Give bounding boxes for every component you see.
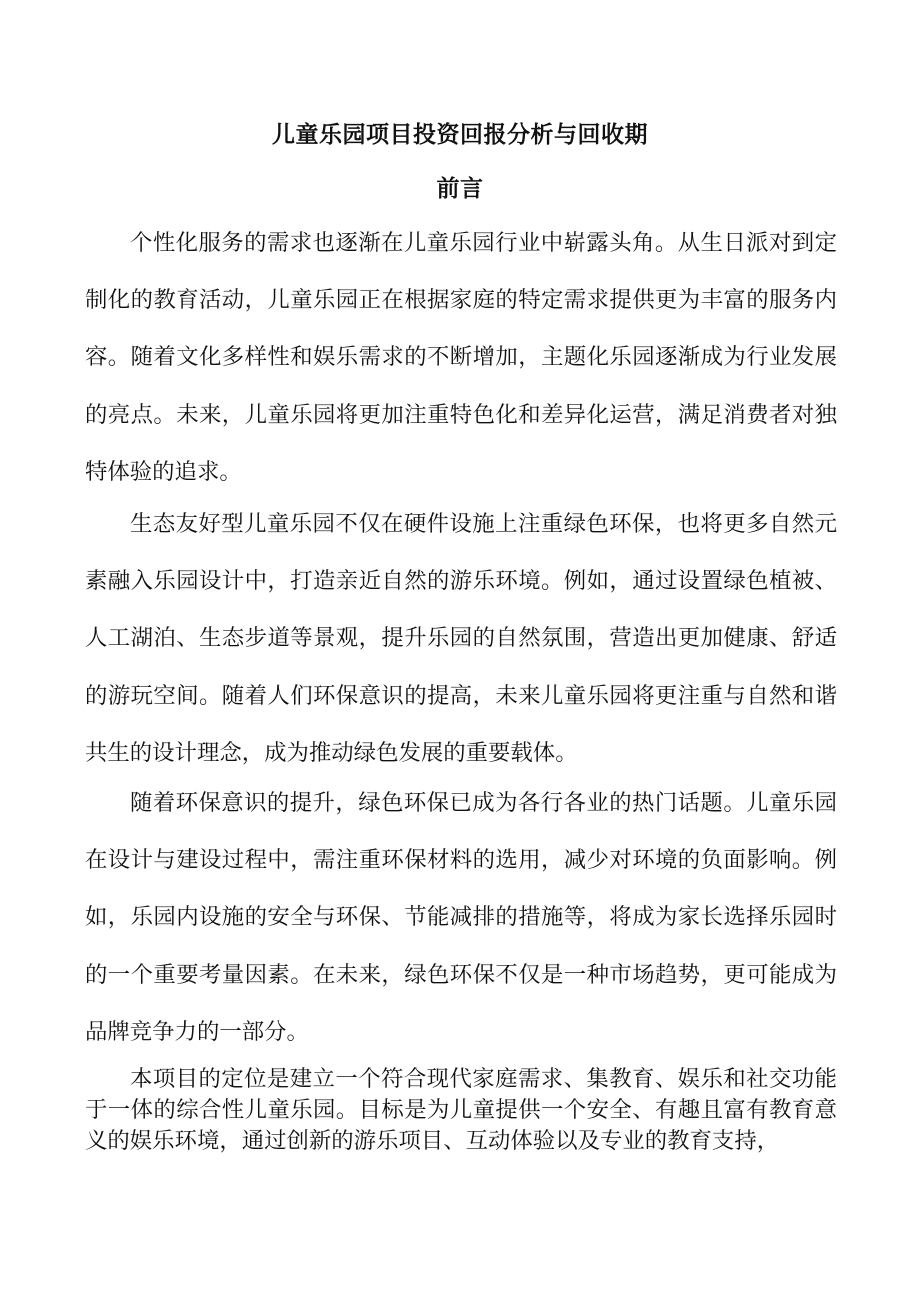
paragraph-eco-friendly-park: 生态友好型儿童乐园不仅在硬件设施上注重绿色环保，也将更多自然元素融入乐园设计中，打造亲近自然的游乐环境。例如，通过设置绿色植被、人工湖泊、生态步道等景观，提升乐园的自然氛围，营造出更加健康、舒适的游玩空间。随着人们环保意识的提高，未来儿童乐园将更注重与自然和谐共生的设计理念，成为推动绿色发展的重要载体。 [85, 511, 837, 766]
document-title: 儿童乐园项目投资回报分析与回收期 [272, 121, 648, 148]
paragraph-green-environment: 随着环保意识的提升，绿色环保已成为各行各业的热门话题。儿童乐园在设计与建设过程中，需注重环保材料的选用，减少对环境的负面影响。例如，乐园内设施的安全与环保、节能减排的措施等，将成为家长选择乐园时的一个重要考量因素。在未来，绿色环保不仅是一种市场趋势，更可能成为品牌竞争力的一部分。 [85, 790, 837, 1045]
paragraph-personalized-services: 个性化服务的需求也逐渐在儿童乐园行业中崭露头角。从生日派对到定制化的教育活动，儿童乐园正在根据家庭的特定需求提供更为丰富的服务内容。随着文化多样性和娱乐需求的不断增加，主题化乐园逐渐成为行业发展的亮点。未来，儿童乐园将更加注重特色化和差异化运营，满足消费者对独特体验的追求。 [85, 230, 837, 485]
paragraph-project-positioning: 本项目的定位是建立一个符合现代家庭需求、集教育、娱乐和社交功能于一体的综合性儿童乐园。目标是为儿童提供一个安全、有趣且富有教育意义的娱乐环境，通过创新的游乐项目、互动体验以及专业的教育支持， [85, 1066, 837, 1154]
section-heading-preface: 前言 [436, 175, 484, 202]
